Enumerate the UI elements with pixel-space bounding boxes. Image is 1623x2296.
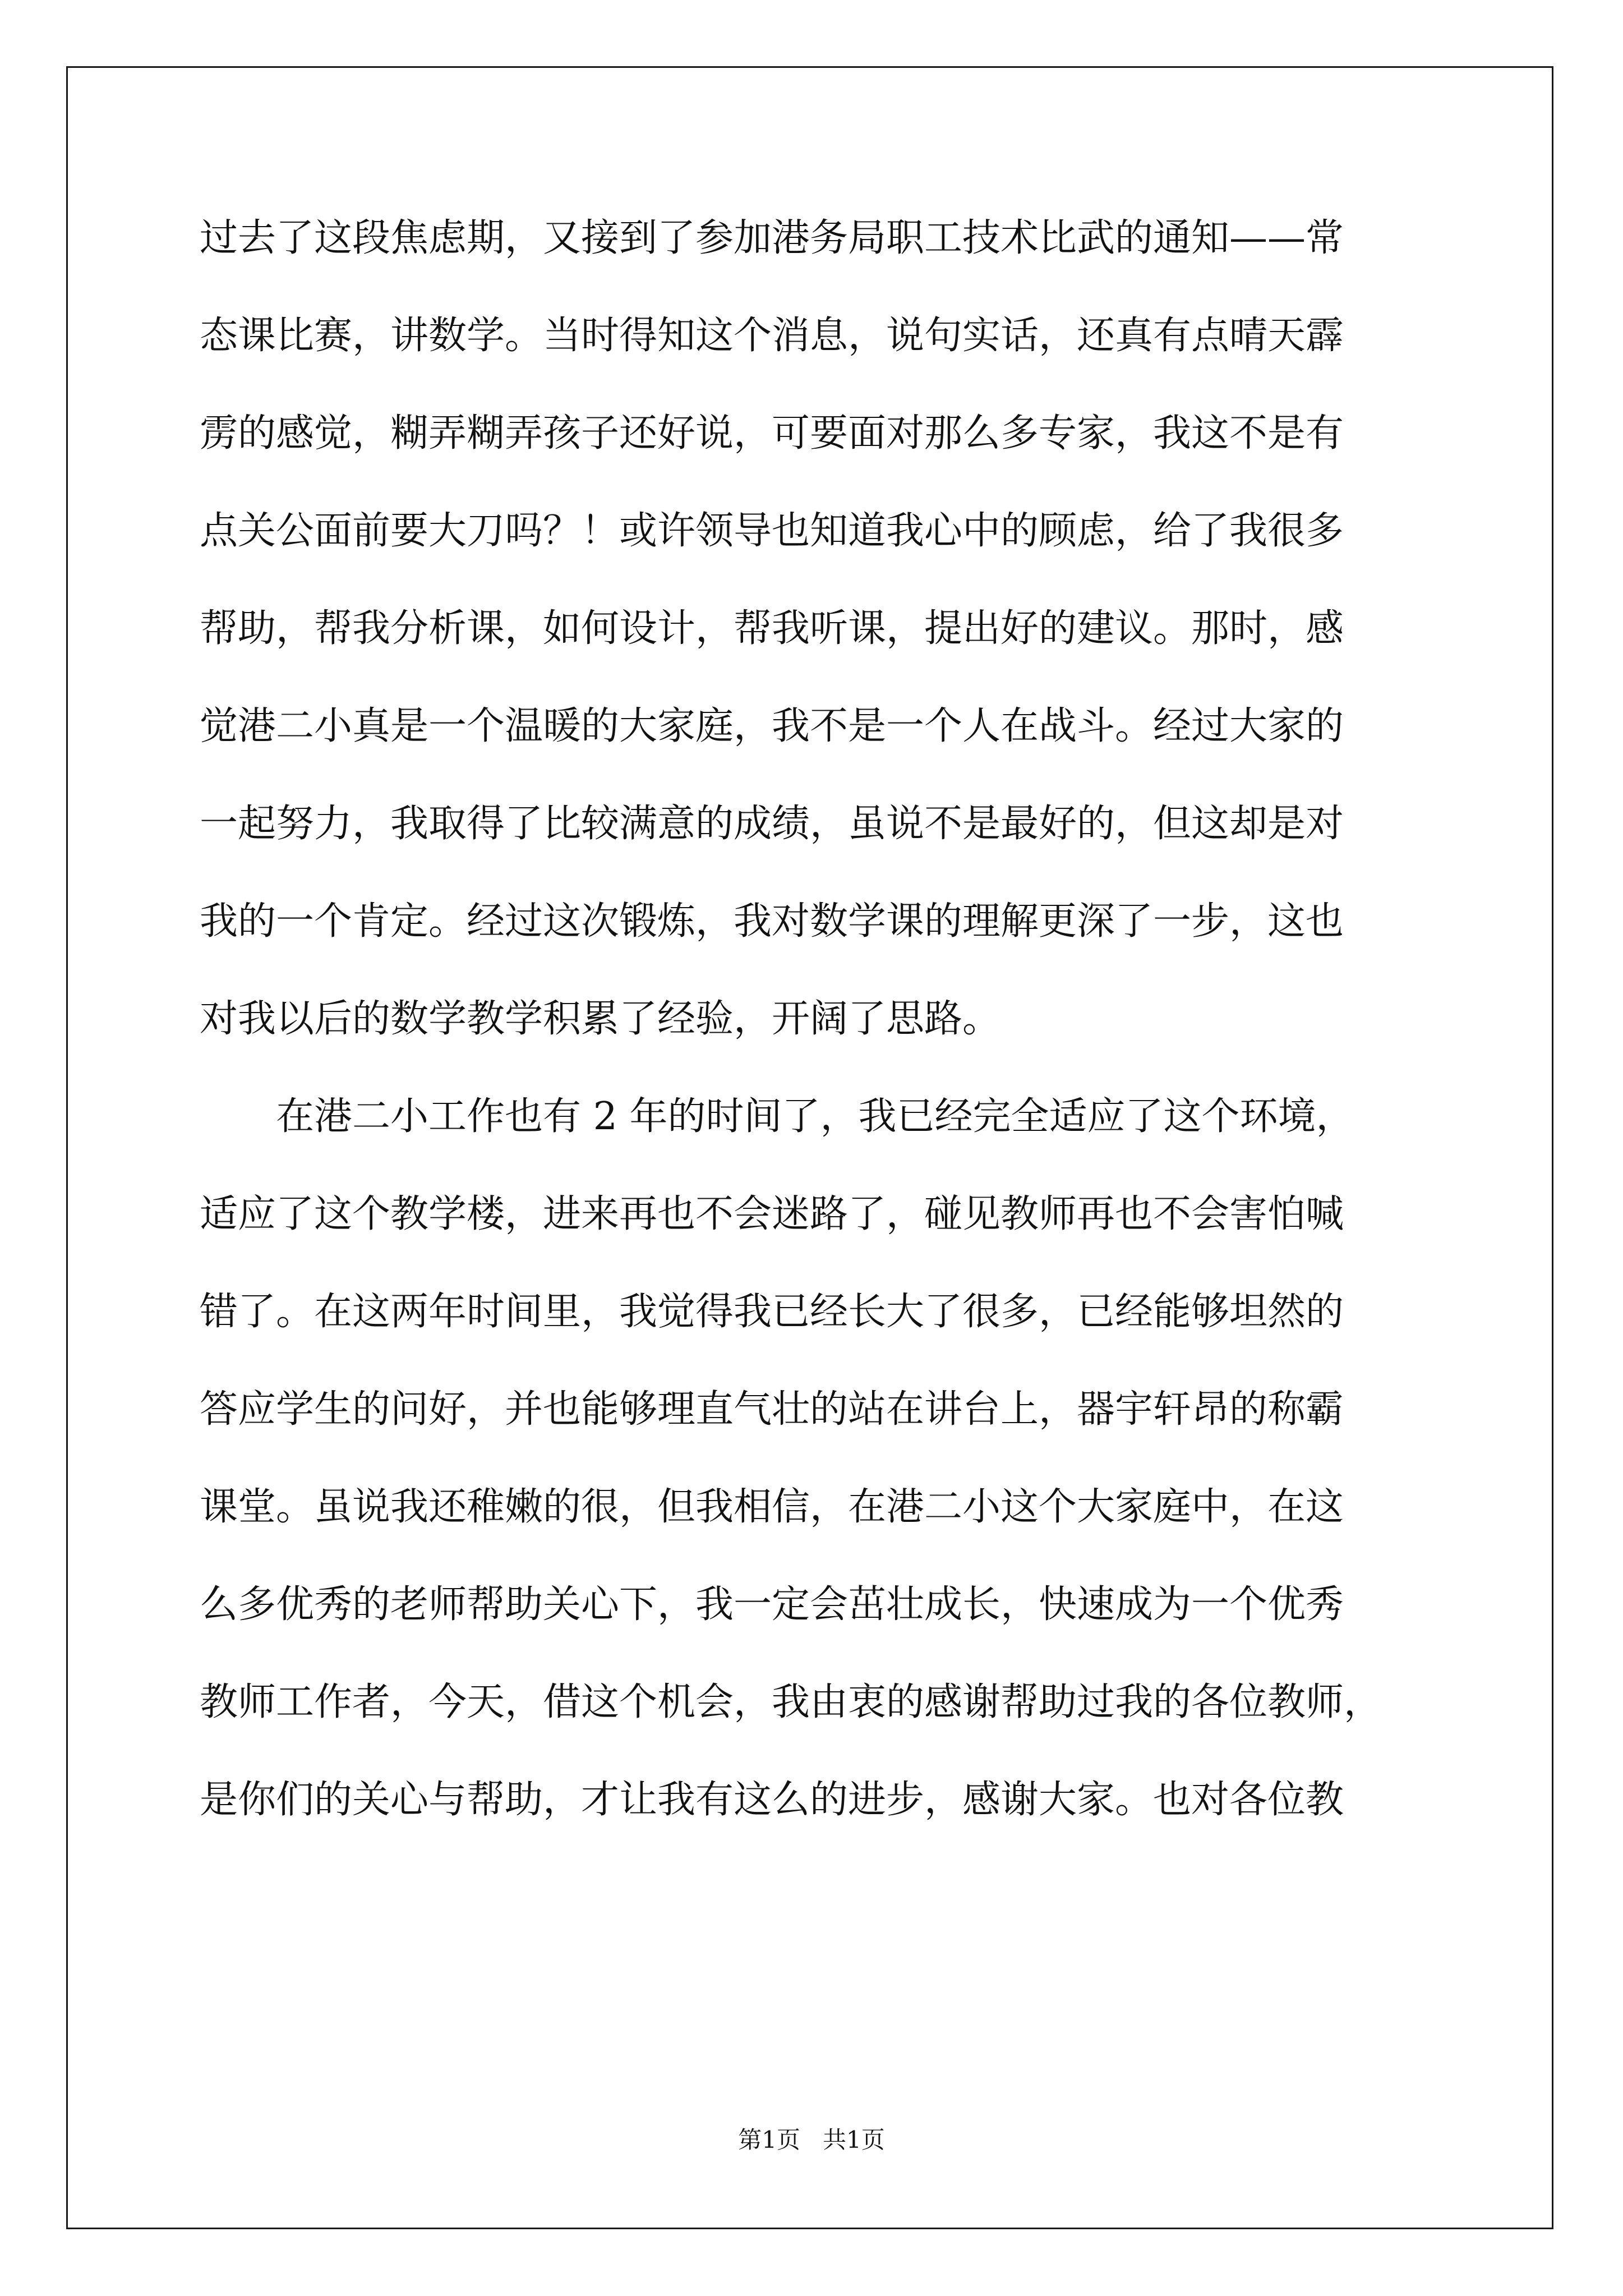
- text-line: 么多优秀的老师帮助关心下，我一定会茁壮成长，快速成为一个优秀: [200, 1582, 1344, 1627]
- page-border: [66, 66, 1553, 2229]
- page-number-footer: 第1页 共1页: [738, 2126, 885, 2154]
- text-line: 一起努力，我取得了比较满意的成绩，虽说不是最好的，但这却是对: [200, 802, 1344, 846]
- text-line: 课堂。虽说我还稚嫩的很，但我相信，在港二小这个大家庭中，在这: [200, 1485, 1344, 1529]
- text-line: 教师工作者，今天，借这个机会，我由衷的感谢帮助过我的各位教师，: [200, 1680, 1382, 1724]
- text-line: 答应学生的问好，并也能够理直气壮的站在讲台上，器宇轩昂的称霸: [200, 1387, 1344, 1432]
- text-line: 帮助，帮我分析课，如何设计，帮我听课，提出好的建议。那时，感: [200, 606, 1344, 651]
- text-line: 点关公面前要大刀吗？！或许领导也知道我心中的顾虑，给了我很多: [200, 509, 1344, 553]
- text-line: 雳的感觉，糊弄糊弄孩子还好说，可要面对那么多专家，我这不是有: [200, 411, 1344, 455]
- text-line: 错了。在这两年时间里，我觉得我已经长大了很多，已经能够坦然的: [200, 1290, 1344, 1334]
- text-line: 适应了这个教学楼，进来再也不会迷路了，碰见教师再也不会害怕喊: [200, 1192, 1344, 1236]
- text-line: 对我以后的数学教学积累了经验，开阔了思路。: [200, 997, 1001, 1041]
- text-line: 我的一个肯定。经过这次锻炼，我对数学课的理解更深了一步，这也: [200, 899, 1344, 944]
- text-line: 过去了这段焦虑期，又接到了参加港务局职工技术比武的通知——常: [200, 216, 1344, 260]
- paragraph-first-line: 在港二小工作也有 2 年的时间了，我已经完全适应了这个环境，: [276, 1094, 1354, 1139]
- text-line: 觉港二小真是一个温暖的大家庭，我不是一个人在战斗。经过大家的: [200, 704, 1344, 748]
- text-line: 态课比赛，讲数学。当时得知这个消息，说句实话，还真有点晴天霹: [200, 314, 1344, 358]
- text-line: 是你们的关心与帮助，才让我有这么的进步，感谢大家。也对各位教: [200, 1778, 1344, 1822]
